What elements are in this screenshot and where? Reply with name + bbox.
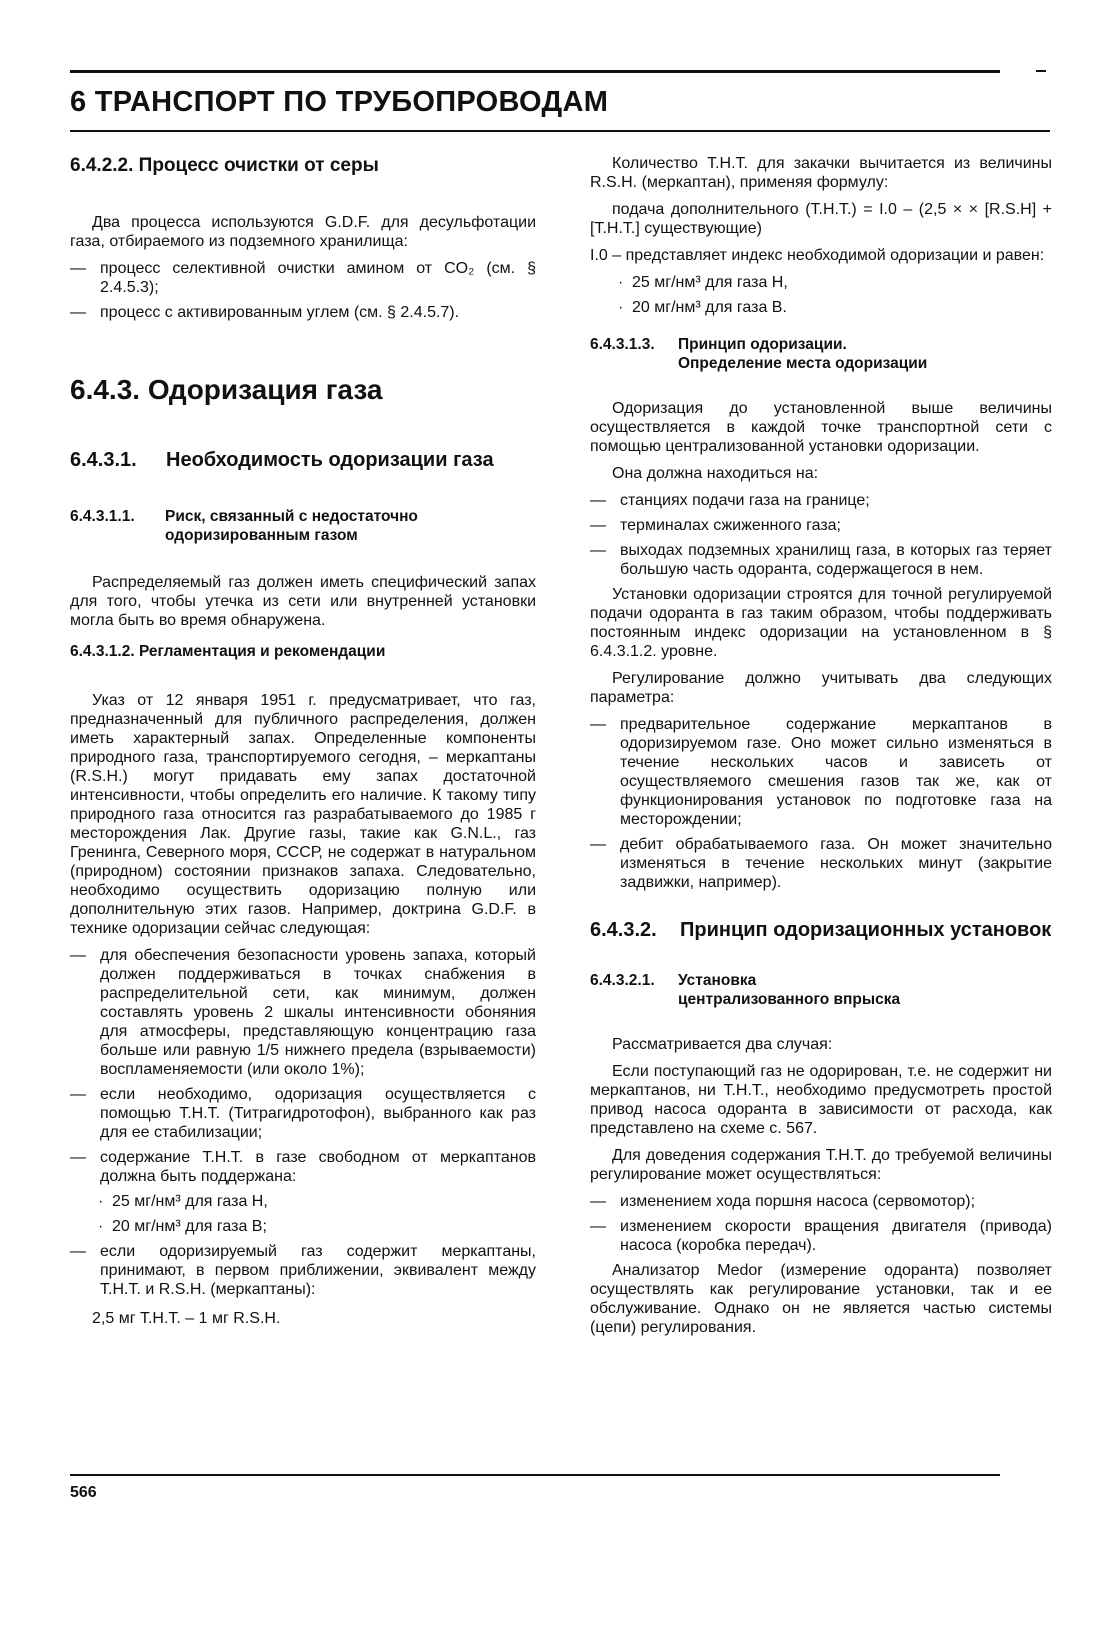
list-item: — процесс с активированным углем (см. § 2.4.5.7). (70, 304, 460, 321)
list-item: · 25 мг/нм³ для газа Н, (98, 1193, 268, 1210)
footer-rule (70, 1474, 1000, 1476)
chapter-title: 6 ТРАНСПОРТ ПО ТРУБОПРОВОДАМ (70, 86, 609, 118)
section-64312-title: 6.4.3.1.2. Регламентация и рекомендации (70, 643, 386, 660)
list-item: — станциях подачи газа на границе; (590, 492, 870, 509)
top-rule (70, 70, 1000, 73)
top-rule-mark (1036, 70, 1046, 72)
list-item: — дебит обрабатываемого газа. Он может значительно изменяться в течение нескольких минут (закрытие задвижки, например). (590, 836, 1052, 891)
section-6422-intro: Два процесса используются G.D.F. для десульфотации газа, отбираемого из подземного хранилища: (70, 214, 536, 250)
section-6422-title: 6.4.2.2. Процесс очистки от серы (70, 155, 379, 176)
section-64313-p4: Регулирование должно учитывать два следующих параметра: (590, 670, 1052, 706)
list-item: · 25 мг/нм³ для газа Н, (618, 274, 788, 291)
right-intro-2: подача дополнительного (Т.Н.Т.) = I.0 – (2,5 × × [R.S.H] + [Т.Н.Т.] существующие) (590, 201, 1052, 237)
section-64321-p4: Анализатор Medor (измерение одоранта) позволяет осуществлять как регулирование установки, так и ее обслуживание. Однако он не является частью системы (цепи) регулирования. (590, 1262, 1052, 1336)
section-64313-p2: Она должна находиться на: (612, 465, 819, 482)
right-intro-3: I.0 – представляет индекс необходимой одоризации и равен: (590, 247, 1045, 264)
list-item: · 20 мг/нм³ для газа В; (98, 1218, 267, 1235)
list-item: — для обеспечения безопасности уровень запаха, который должен поддерживаться в точках снабжения в распределительной сети, как минимум, должен составлять уровень 2 шкалы интенсивности обоняния для атмосферы, представляющую концентрацию газа больше или равную 1/5 нижнего предела (взрываемости) воспламеняемости (или около 1%); (70, 947, 536, 1078)
right-intro-1: Количество Т.Н.Т. для закачки вычитается из величины R.S.H. (меркаптан), применяя формулу: (590, 155, 1052, 191)
list-item: — терминалах сжиженного газа; (590, 517, 841, 534)
list-item: — процесс селективной очистки амином от CO₂ (см. § 2.4.5.3); (70, 260, 537, 296)
section-64312-text: Указ от 12 января 1951 г. предусматривает, что газ, предназначенный для публичного распределения, должен иметь характерный запах. Определенные компоненты природного газа, транспортируемого сегодня, – меркаптаны (R.S.H.) могут придавать ему запах достаточной интенсивности, чтобы определить его наличие. К такому типу природного газа относится газ разрабатываемого до 1985 г месторождения Лак. Другие газы, такие как G.N.L., газ Гренинга, Северного моря, СССР, не содержат в натуральном (природном) состоянии признаков запаха. Следовательно, необходимо осуществить одоризацию полную или дополнительную этих газов. Например, доктрина G.D.F. в технике одоризации сейчас следующая: (70, 692, 536, 937)
section-64321-title: 6.4.3.2.1. Установка централизованного впрыска (590, 972, 901, 1008)
section-6432-title: 6.4.3.2. Принцип одоризационных установок (590, 919, 1052, 941)
list-item: — изменением хода поршня насоса (сервомотор); (590, 1193, 976, 1210)
list-item: — если одоризируемый газ содержит меркаптаны, принимают, в первом приближении, эквивалент между Т.Н.Т. и R.S.H. (меркаптаны): (70, 1243, 536, 1298)
formula: 2,5 мг Т.Н.Т. – 1 мг R.S.H. (92, 1310, 281, 1327)
header-rule (70, 130, 1050, 132)
left-column (70, 154, 536, 1328)
list-item: · 20 мг/нм³ для газа В. (618, 299, 787, 316)
section-64321-p3: Для доведения содержания Т.Н.Т. до требуемой величины регулирование может осуществляться: (590, 1147, 1052, 1183)
section-64313-title: 6.4.3.1.3. Принцип одоризации. Определение места одоризации (590, 336, 928, 372)
section-64313-p3: Установки одоризации строятся для точной регулируемой подачи одоранта в газ таким образом, чтобы поддерживать постоянным индекс одоризации на установленном в § 6.4.3.1.2. уровне. (590, 586, 1052, 660)
section-64321-p2: Если поступающий газ не одорирован, т.е. не содержит ни меркаптанов, ни Т.Н.Т., необходимо предусмотреть простой привод насоса одоранта в зависимости от расхода, как представлено на схеме с. 567. (590, 1063, 1052, 1137)
section-643-title: 6.4.3. Одоризация газа (70, 374, 383, 405)
list-item: — если необходимо, одоризация осуществляется с помощью Т.Н.Т. (Титрагидротофон), выбранного как раз для ее стабилизации; (70, 1086, 536, 1141)
section-64313-p1: Одоризация до установленной выше величины осуществляется в каждой точке транспортной сети с помощью централизованной установки одоризации. (590, 400, 1052, 455)
list-item: — выходах подземных хранилищ газа, в которых газ теряет большую часть одоранта, содержащегося в нем. (590, 542, 1052, 578)
section-64311-title: 6.4.3.1.1. Риск, связанный с недостаточно одоризированным газом (70, 508, 418, 544)
section-64311-text: Распределяемый газ должен иметь специфический запах для того, чтобы утечка из сети или внутренней установки могла быть во время обнаружена. (70, 574, 536, 629)
section-64321-p1: Рассматривается два случая: (612, 1036, 833, 1053)
list-item: — содержание Т.Н.Т. в газе свободном от меркаптанов должна быть поддержана: (70, 1149, 536, 1185)
list-item: — предварительное содержание меркаптанов в одоризируемом газе. Оно может сильно изменяться в течение нескольких часов и зависеть от осуществляемого смешения газов так же, как от функционирования установок по подготовке газа на месторождении; (590, 716, 1052, 828)
right-column (590, 154, 1052, 1345)
section-6431-title: 6.4.3.1. Необходимость одоризации газа (70, 449, 494, 471)
list-item: — изменением скорости вращения двигателя (привода) насоса (коробка передач). (590, 1218, 1052, 1254)
page-number: 566 (70, 1484, 97, 1501)
